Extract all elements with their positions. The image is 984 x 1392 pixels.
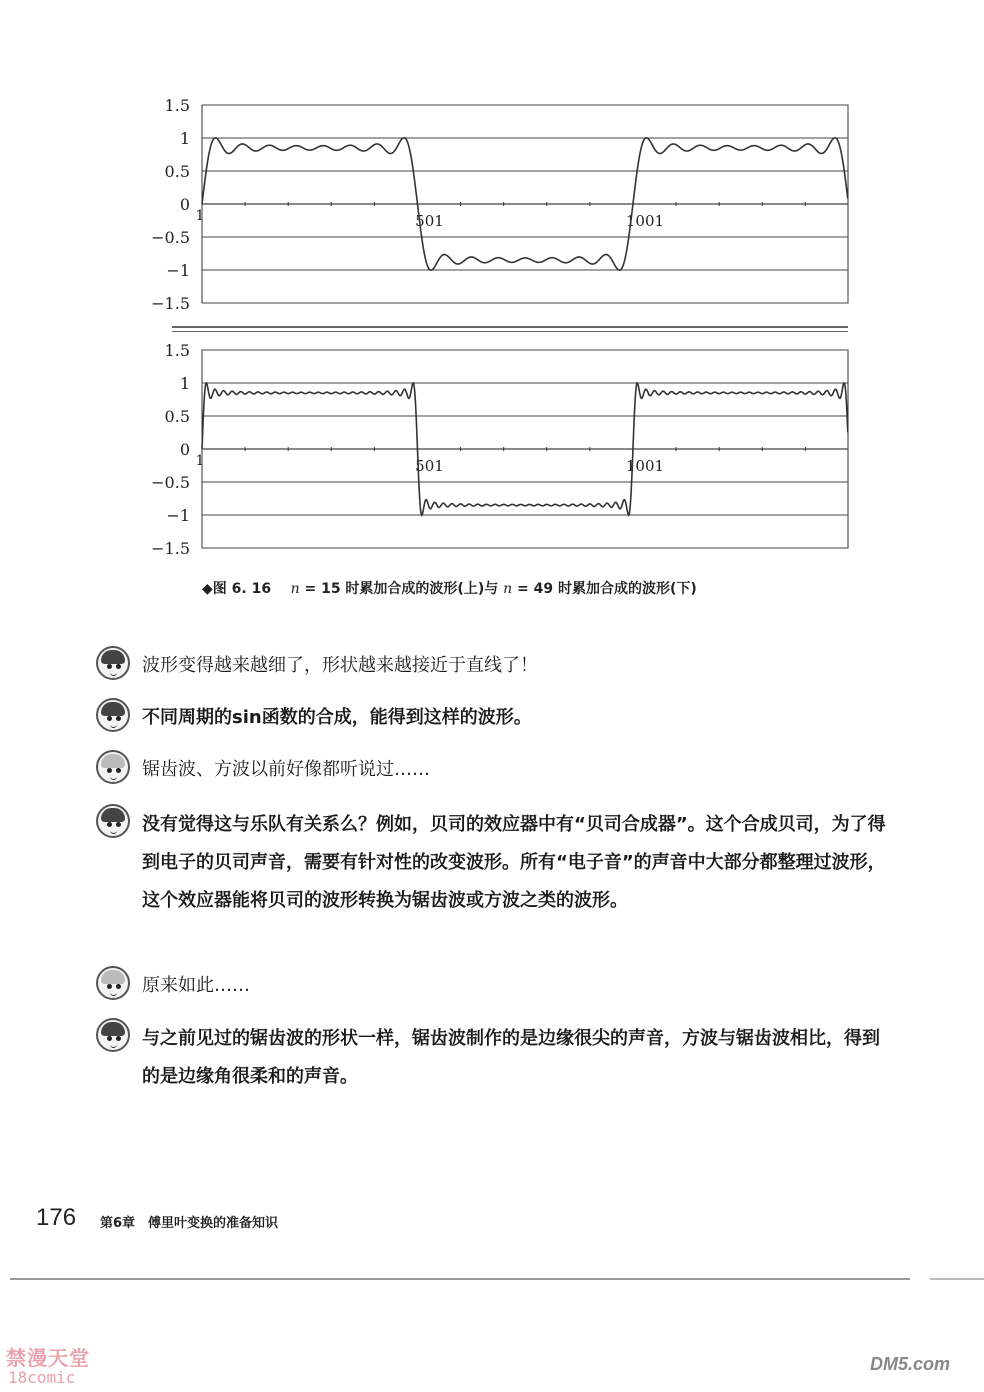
chart-top [150, 95, 860, 315]
character-avatar [96, 804, 130, 838]
caption-text: = 49 时累加合成的波形(下) [512, 581, 697, 597]
y-tick-label: 0.5 [164, 162, 190, 181]
caption-marker: ◆图 6. 16 [202, 581, 272, 597]
watermark-right: DM5.com [870, 1354, 951, 1374]
x-tick-label: 1 [195, 453, 205, 469]
page-number: 176 [36, 1204, 77, 1231]
y-tick-label: −1 [166, 506, 190, 525]
x-tick-label: 1 [195, 208, 205, 224]
dialog-text: 锯齿波、方波以前好像都听说过…… [142, 759, 430, 780]
y-tick-label: 0.5 [164, 407, 190, 426]
chart-bottom [150, 340, 860, 560]
x-tick-label: 1001 [625, 457, 665, 475]
dialog-text: 原来如此…… [142, 975, 250, 996]
caption-var: n [290, 581, 300, 597]
y-tick-label: 0 [179, 195, 190, 214]
x-tick-label: 501 [415, 212, 444, 230]
character-avatar [96, 698, 130, 732]
watermark-left: 禁漫天堂 [6, 1346, 90, 1370]
y-tick-label: 1 [179, 129, 190, 148]
footer-rule [10, 1278, 910, 1280]
y-tick-label: 1.5 [164, 341, 190, 360]
y-tick-label: 1.5 [164, 96, 190, 115]
watermark-left-sub: 18comic [8, 1368, 76, 1387]
character-avatar [96, 750, 130, 784]
character-avatar [96, 646, 130, 680]
y-tick-label: −0.5 [151, 473, 190, 492]
dialog-text: 不同周期的sin函数的合成，能得到这样的波形。 [142, 707, 532, 728]
footer-rule [930, 1278, 984, 1280]
y-tick-label: 1 [179, 374, 190, 393]
figure-caption [202, 578, 842, 598]
x-tick-label: 501 [415, 457, 444, 475]
y-tick-label: −1.5 [151, 294, 190, 313]
caption-text: = 15 时累加合成的波形(上)与 [299, 581, 504, 597]
y-tick-label: −1 [166, 261, 190, 280]
dialog-text: 与之前见过的锯齿波的形状一样，锯齿波制作的是边缘很尖的声音，方波与锯齿波相比，得到的是边缘角很柔和的声音。 [142, 1028, 880, 1087]
dialog-text: 波形变得越来越细了，形状越来越接近于直线了！ [142, 655, 538, 676]
character-avatar [96, 1018, 130, 1052]
caption-var: n [503, 581, 513, 597]
chapter-title: 第6章 傅里叶变换的准备知识 [100, 1216, 279, 1231]
x-tick-label: 1001 [625, 212, 665, 230]
y-tick-label: 0 [179, 440, 190, 459]
chart-separator [172, 331, 848, 332]
character-avatar [96, 966, 130, 1000]
dialog-text: 没有觉得这与乐队有关系么？例如，贝司的效应器中有“贝司合成器”。这个合成贝司，为了得到电子的贝司声音，需要有针对性的改变波形。所有“电子音”的声音中大部分都整理过波形，这个效应器能将贝司的波形转换为锯齿波或方波之类的波形。 [142, 814, 886, 911]
y-tick-label: −0.5 [151, 228, 190, 247]
y-tick-label: −1.5 [151, 539, 190, 558]
chart-separator [172, 326, 848, 328]
